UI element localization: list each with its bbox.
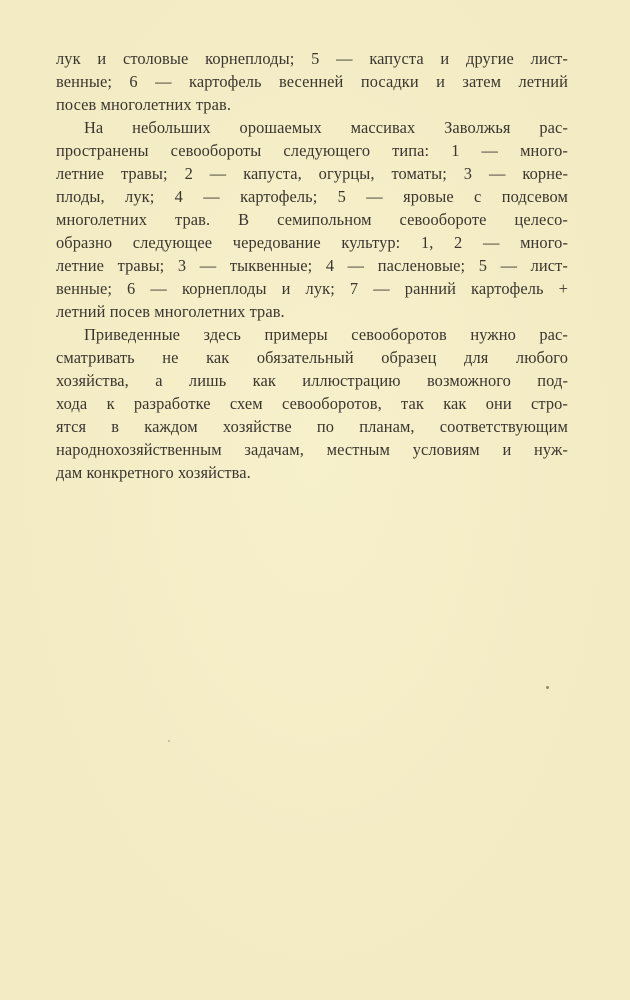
text-line: народнохозяйственным задачам, местным условиям и нуж- bbox=[56, 440, 568, 459]
text-line: образно следующее чередование культур: 1, 2 — много- bbox=[56, 233, 568, 252]
text-line: хода к разработке схем севооборотов, так как они стро- bbox=[56, 394, 568, 413]
paper-speck bbox=[168, 740, 170, 742]
text-line: На небольших орошаемых массивах Заволжья рас- bbox=[84, 118, 568, 137]
text-line: венные; 6 — корнеплоды и лук; 7 — ранний картофель + bbox=[56, 279, 568, 298]
text-line: посев многолетних трав. bbox=[56, 95, 232, 114]
paragraph bbox=[56, 323, 568, 484]
text-line: пространены севообороты следующего типа: 1 — много- bbox=[56, 141, 568, 160]
paragraph bbox=[56, 47, 568, 116]
text-line: многолетних трав. В семипольном севообороте целесо- bbox=[56, 210, 568, 229]
text-line: летние травы; 3 — тыквенные; 4 — пасленовые; 5 — лист- bbox=[56, 256, 568, 275]
text-line: хозяйства, а лишь как иллюстрацию возможного под- bbox=[56, 371, 568, 390]
text-line: дам конкретного хозяйства. bbox=[56, 463, 251, 482]
text-line: сматривать не как обязательный образец для любого bbox=[56, 348, 568, 367]
paragraph bbox=[56, 116, 568, 323]
paper-speck bbox=[546, 686, 549, 689]
text-line: венные; 6 — картофель весенней посадки и затем летний bbox=[56, 72, 568, 91]
text-line: Приведенные здесь примеры севооборотов нужно рас- bbox=[84, 325, 568, 344]
text-line: плоды, лук; 4 — картофель; 5 — яровые с подсевом bbox=[56, 187, 568, 206]
text-line: лук и столовые корнеплоды; 5 — капуста и другие лист- bbox=[56, 49, 568, 68]
body-text bbox=[56, 47, 568, 484]
text-line: летние травы; 2 — капуста, огурцы, томаты; 3 — корне- bbox=[56, 164, 568, 183]
text-line: летний посев многолетних трав. bbox=[56, 302, 285, 321]
text-line: ятся в каждом хозяйстве по планам, соответствующим bbox=[56, 417, 568, 436]
